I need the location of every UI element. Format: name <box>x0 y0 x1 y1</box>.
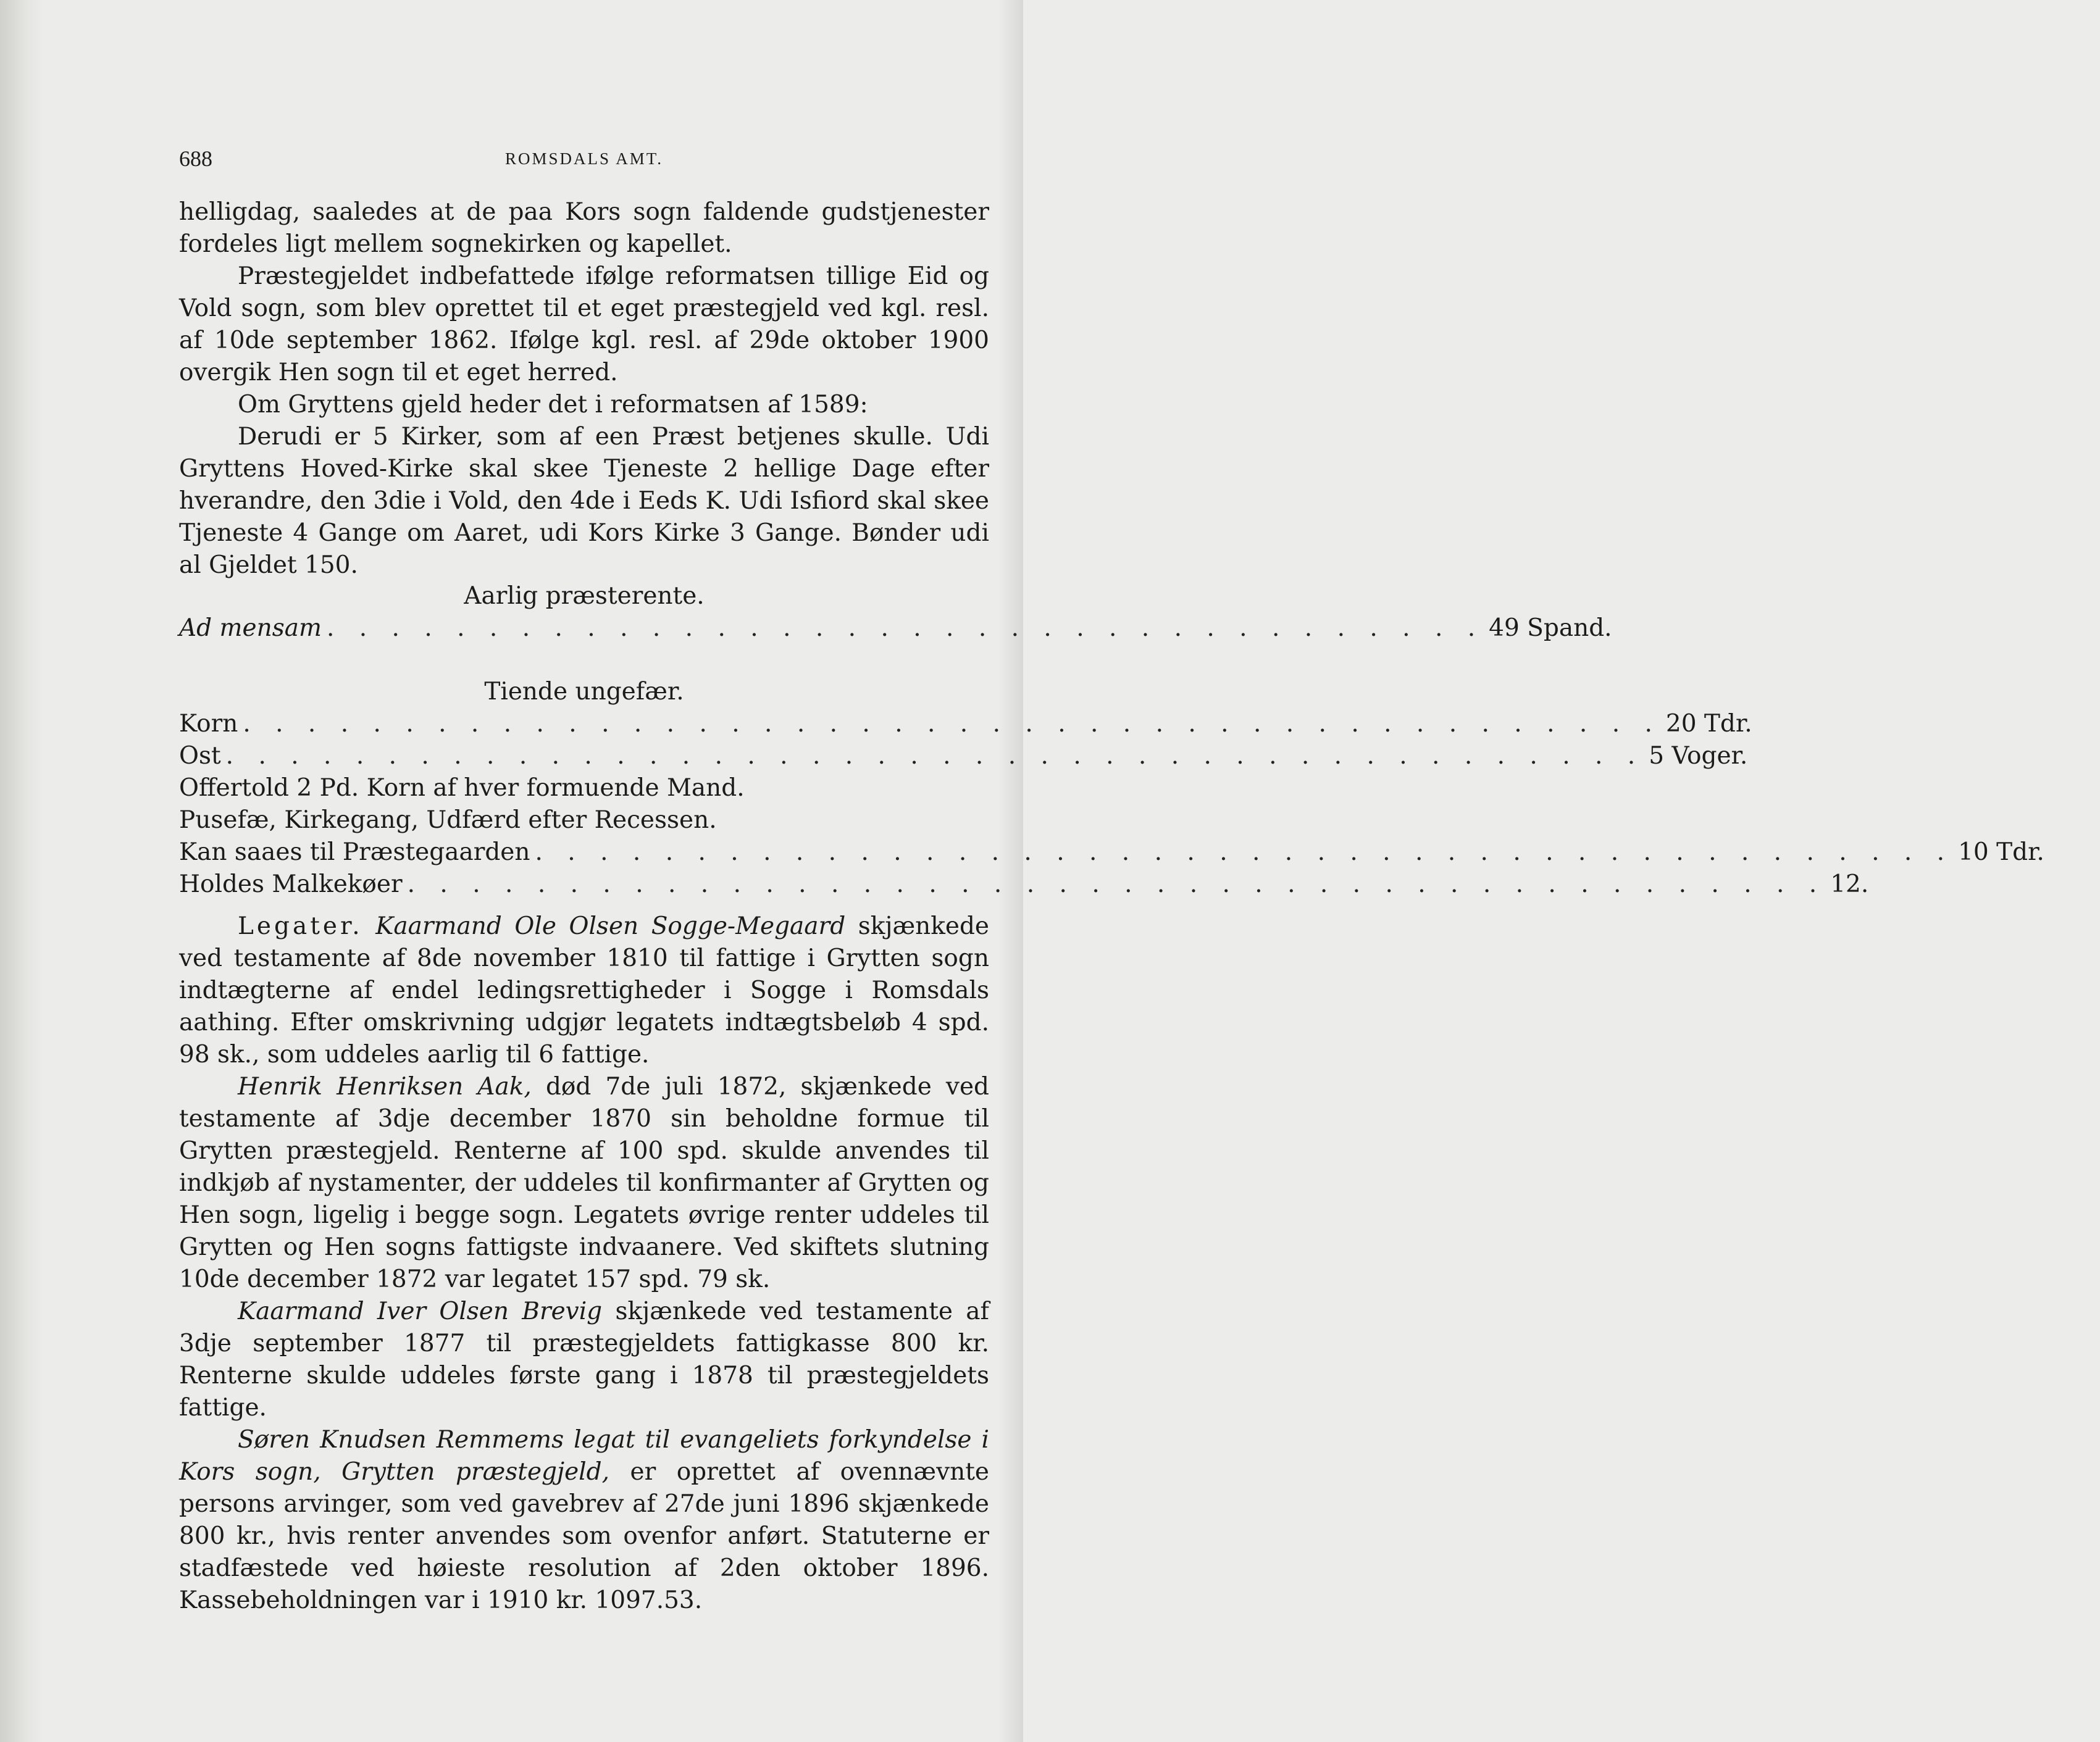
ledger-label: Offertold 2 Pd. Korn af hver formuende Mand. <box>179 774 745 802</box>
ledger-label: Ost <box>179 742 221 770</box>
legater-section <box>179 911 989 1617</box>
body-text-top <box>179 196 989 581</box>
ledger-label: Holdes Malkekøer <box>179 870 403 898</box>
ledger-value: 49 Spand. <box>1489 614 1612 642</box>
rente-ledger <box>179 612 1612 644</box>
legat-donor-name: Kaarmand Ole Olsen Sogge-Megaard <box>375 912 846 940</box>
paragraph-reformats-quote: Derudi er 5 Kirker, som af een Præst betjenes skulle. Udi Gryttens Hoved-Kirke skal skee Tjeneste 2 hellige Dage efter hverandre, den 3die i Vold, den 4de i Eeds K. Udi Isfiord skal skee Tjeneste 4 Gange om Aaret, udi Kors Kirke 3 Gange. Bønder udi al Gjeldet 150. <box>179 423 989 579</box>
leader-dots: . . . . . . . . . . . . . . . . . . . . . . . . . . . . . . . . . . . . . . . . . . . . <box>243 710 1661 738</box>
leader-dots: . . . . . . . . . . . . . . . . . . . . . . . . . . . . . . . . . . . . <box>326 614 1484 642</box>
ledger-row-korn <box>179 708 1752 740</box>
legat-henrik-aak <box>179 1071 989 1296</box>
legat-remmem <box>179 1424 989 1617</box>
tiende-heading: Tiende ungefær. <box>484 678 684 706</box>
ledger-row-ost <box>179 740 1748 772</box>
ledger-label: Ad mensam <box>179 614 322 642</box>
ledger-row-kan-saaes <box>179 836 2044 869</box>
page-edge-left <box>0 0 43 1742</box>
tiende-section <box>179 676 2044 901</box>
tiende-ledger <box>179 708 2044 901</box>
legat-iver-brevig <box>179 1296 989 1424</box>
legat-text: skjænkede ved testamente af 8de november 1810 til fattige i Grytten sogn indtægterne af endel ledingsrettigheder i Sogge i Romsdals aathing. Efter omskrivning udgjør legatets indtægtsbeløb 4 spd. 98 sk., som uddeles aarlig til 6 fattige. <box>179 912 990 1069</box>
paragraph-continuation: helligdag, saaledes at de paa Kors sogn faldende gudstjenester fordeles ligt mellem sognekirken og kapellet. <box>179 198 989 258</box>
page-header <box>179 146 989 173</box>
legat-donor-name: Kaarmand Iver Olsen Brevig <box>238 1298 603 1325</box>
legat-donor-name: Henrik Henriksen Aak, <box>238 1073 532 1101</box>
ledger-value: 5 Voger. <box>1649 742 1748 770</box>
ledger-row-pusefae <box>179 804 989 836</box>
paragraph-reformats-intro: Om Gryttens gjeld heder det i reformatsen af 1589: <box>238 391 868 419</box>
ledger-row-ad-mensam <box>179 612 1612 644</box>
legat-sogge-megaard <box>179 911 989 1071</box>
legat-text: skjænkede ved testamente af 3dje september 1877 til præstegjeldets fattigkasse 800 kr. Renterne skulde uddeles første gang i 1878 til præstegjeldets fattige. <box>179 1298 989 1422</box>
ledger-label: Kan saaes til Præstegaarden <box>179 838 530 866</box>
legat-text: død 7de juli 1872, skjænkede ved testamente af 3dje december 1870 sin beholdne formue til Grytten præstegjeld. Renterne af 100 spd. skulde anvendes til indkjøb af nystamenter, der uddeles til konfirmanter af Grytten og Hen sogn, ligelig i begge sogn. Legatets øvrige renter uddeles til Grytten og Hen sogns fattigste indvaanere. Ved skiftets slutning 10de december 1872 var legatet 157 spd. 79 sk. <box>179 1073 989 1293</box>
page-number: 688 <box>179 146 212 171</box>
rente-section <box>179 580 1612 644</box>
ledger-value: 10 Tdr. <box>1958 838 2044 866</box>
leader-dots: . . . . . . . . . . . . . . . . . . . . . . . . . . . . . . . . . . . . . . . . . . . . <box>535 838 1954 866</box>
ledger-value: 20 Tdr. <box>1665 710 1752 738</box>
legat-donor-name: Søren Knudsen Remmems legat til evangeliets forkyndelse i Kors sogn, Grytten præstegjeld, <box>179 1426 989 1486</box>
leader-dots: . . . . . . . . . . . . . . . . . . . . . . . . . . . . . . . . . . . . . . . . . . . . <box>407 870 1826 898</box>
ledger-value: 12. <box>1830 870 1869 898</box>
ledger-row-offertold <box>179 772 989 804</box>
paragraph-praestegjeldet: Præstegjeldet indbefattede ifølge reformatsen tillige Eid og Vold sogn, som blev oprettet til et eget præstegjeld ved kgl. resl. af 10de september 1862. Ifølge kgl. resl. af 29de oktober 1900 overgik Hen sogn til et eget herred. <box>179 262 989 386</box>
legater-heading: Legater. <box>238 912 363 940</box>
leader-dots: . . . . . . . . . . . . . . . . . . . . . . . . . . . . . . . . . . . . . . . . . . . . <box>225 742 1644 770</box>
ledger-label: Korn <box>179 710 238 738</box>
ledger-label: Pusefæ, Kirkegang, Udfærd efter Recessen. <box>179 806 717 834</box>
ledger-row-holdes <box>179 869 1869 901</box>
rente-heading: Aarlig præsterente. <box>464 582 705 610</box>
running-title: ROMSDALS AMT. <box>504 149 664 168</box>
legat-text: er oprettet af ovennævnte persons arvinger, som ved gavebrev af 27de juni 1896 skjænkede 800 kr., hvis renter anvendes som ovenfor anført. Statuterne er stadfæstede ved høieste resolution af 2den oktober 1896. Kassebeholdningen var i 1910 kr. 1097.53. <box>179 1458 989 1614</box>
